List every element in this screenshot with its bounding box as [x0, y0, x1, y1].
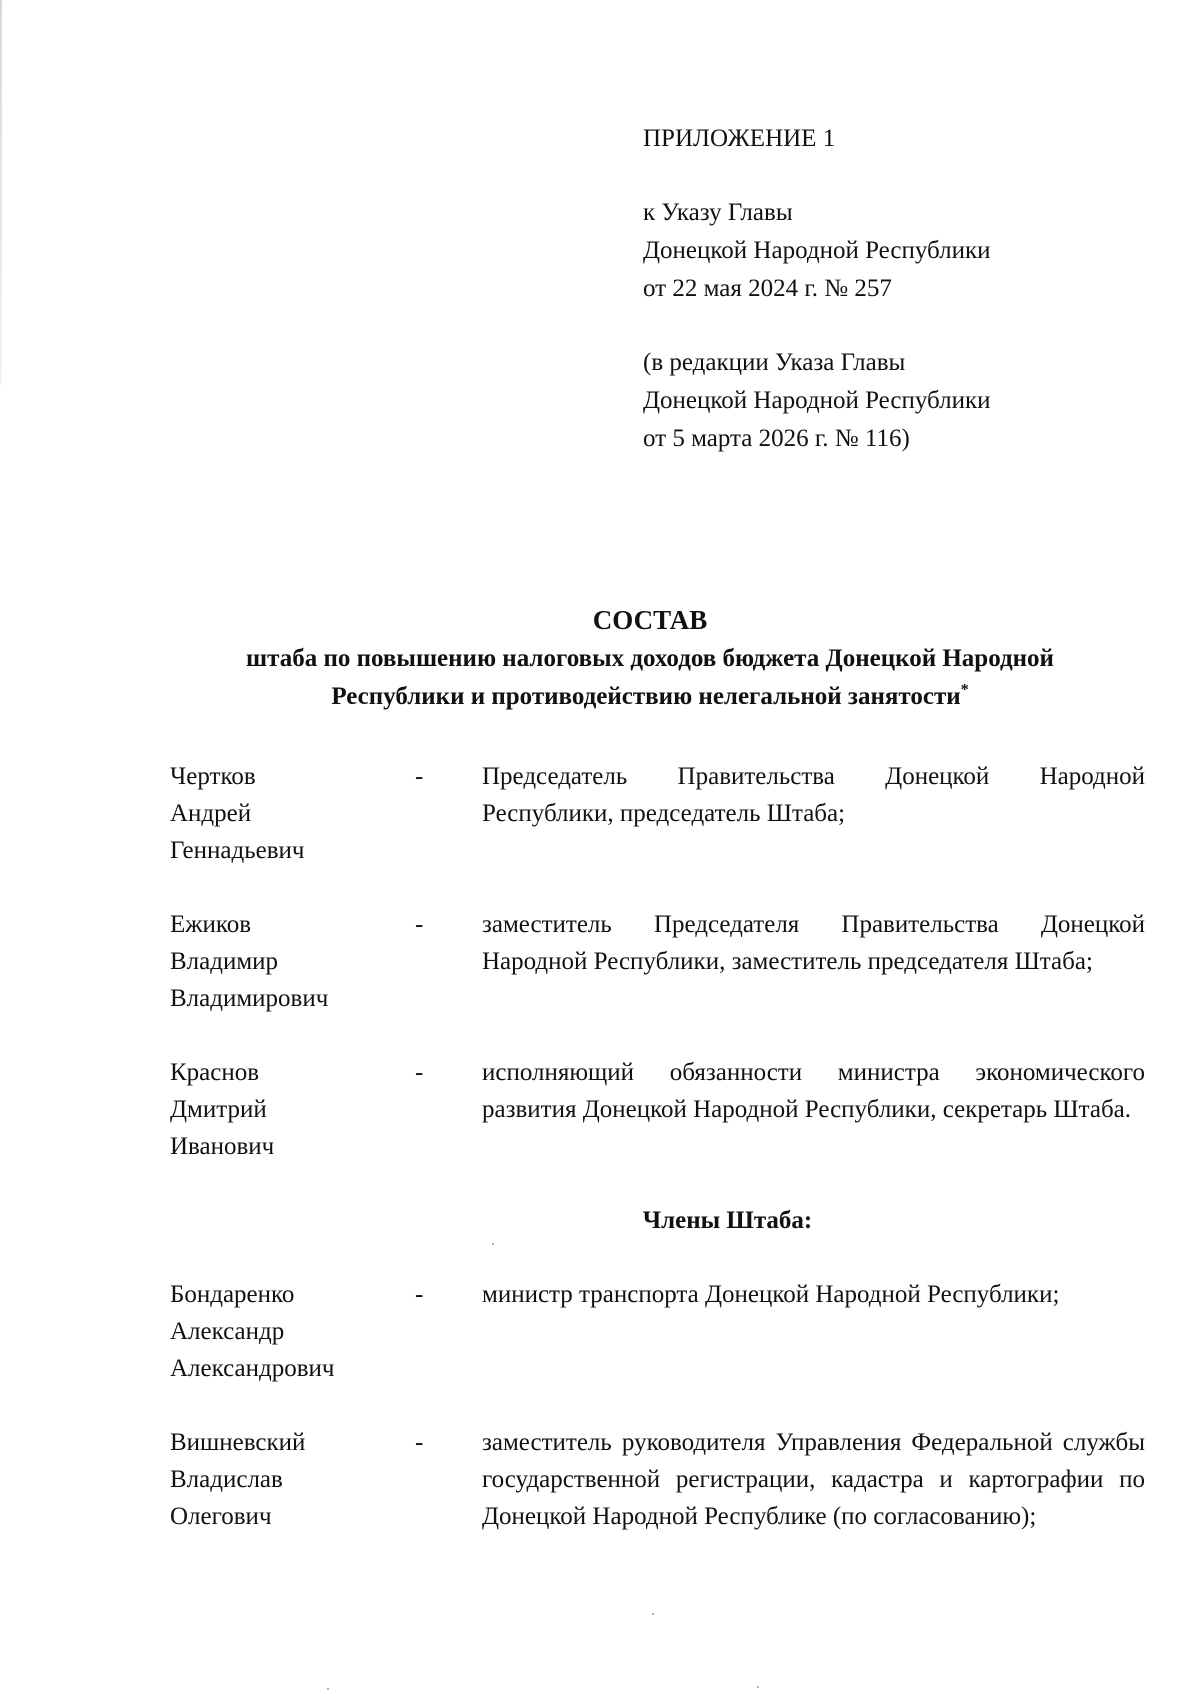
document-title: СОСТАВ	[592, 605, 708, 635]
scan-speck	[757, 1686, 759, 1688]
decree-line: Донецкой Народной Республики	[643, 237, 991, 264]
member-surname: Бондаренко	[170, 1281, 295, 1308]
member-surname: Чертков	[170, 763, 256, 790]
member-role: заместитель руководителя Управления Федеральной службы государственной регистрации, кадастра и картографии по Донецкой Народной Республике (по согласованию);	[482, 1429, 1145, 1530]
decree-reference	[643, 194, 1103, 308]
member-surname: Краснов	[170, 1059, 260, 1086]
decree-line: от 22 мая 2024 г. № 257	[643, 275, 892, 302]
member-entry	[170, 1276, 1145, 1387]
member-first-name: Владислав	[170, 1466, 283, 1493]
scan-edge-line	[0, 0, 2, 385]
member-name	[170, 758, 415, 869]
member-name	[170, 906, 415, 1017]
member-entry	[170, 1054, 1145, 1165]
member-patronymic: Александрович	[170, 1355, 335, 1382]
member-patronymic: Геннадьевич	[170, 837, 305, 864]
member-entry	[170, 1424, 1145, 1535]
appendix-heading: ПРИЛОЖЕНИЕ 1	[643, 125, 836, 152]
member-patronymic: Олегович	[170, 1503, 272, 1530]
scan-speck	[327, 1688, 329, 1690]
member-first-name: Владимир	[170, 948, 279, 975]
member-role: министр транспорта Донецкой Народной Республики;	[482, 1281, 1060, 1308]
member-surname: Ежиков	[170, 911, 252, 938]
member-name	[170, 1424, 415, 1535]
revision-reference	[643, 344, 1103, 458]
member-name	[170, 1054, 415, 1165]
entry-dash: -	[415, 763, 424, 790]
members-heading: Члены Штаба:	[642, 1207, 813, 1234]
appendix-block	[643, 120, 1103, 494]
subtitle-line-text: Республики и противодействию нелегальной занятости	[331, 683, 961, 710]
member-entry	[170, 906, 1145, 1017]
scan-speck	[652, 1613, 654, 1615]
decree-line: к Указу Главы	[643, 199, 793, 226]
revision-line: от 5 марта 2026 г. № 116)	[643, 425, 910, 452]
member-patronymic: Владимирович	[170, 985, 329, 1012]
member-patronymic: Иванович	[170, 1133, 275, 1160]
member-first-name: Андрей	[170, 800, 252, 827]
member-first-name: Дмитрий	[170, 1096, 267, 1123]
member-role: исполняющий обязанности министра экономического развития Донецкой Народной Республики, секретарь Штаба.	[482, 1059, 1145, 1123]
member-role: Председатель Правительства Донецкой Народной Республики, председатель Штаба;	[482, 763, 1145, 827]
footnote-mark: *	[960, 681, 969, 699]
document-subtitle	[150, 640, 1150, 716]
scan-speck	[492, 1243, 494, 1245]
member-surname: Вишневский	[170, 1429, 306, 1456]
members-list	[170, 758, 1145, 1572]
entry-dash: -	[415, 1281, 424, 1308]
member-entry	[170, 758, 1145, 869]
entry-dash: -	[415, 1429, 424, 1456]
entry-dash: -	[415, 911, 424, 938]
entry-dash: -	[415, 1059, 424, 1086]
revision-line: Донецкой Народной Республики	[643, 387, 991, 414]
document-title-block	[150, 600, 1150, 716]
subtitle-line	[150, 678, 1150, 716]
subtitle-line: штаба по повышению налоговых доходов бюджета Донецкой Народной	[246, 645, 1054, 672]
revision-line: (в редакции Указа Главы	[643, 349, 906, 376]
member-name	[170, 1276, 415, 1387]
member-first-name: Александр	[170, 1318, 285, 1345]
member-role: заместитель Председателя Правительства Донецкой Народной Республики, заместитель председателя Штаба;	[482, 911, 1145, 975]
